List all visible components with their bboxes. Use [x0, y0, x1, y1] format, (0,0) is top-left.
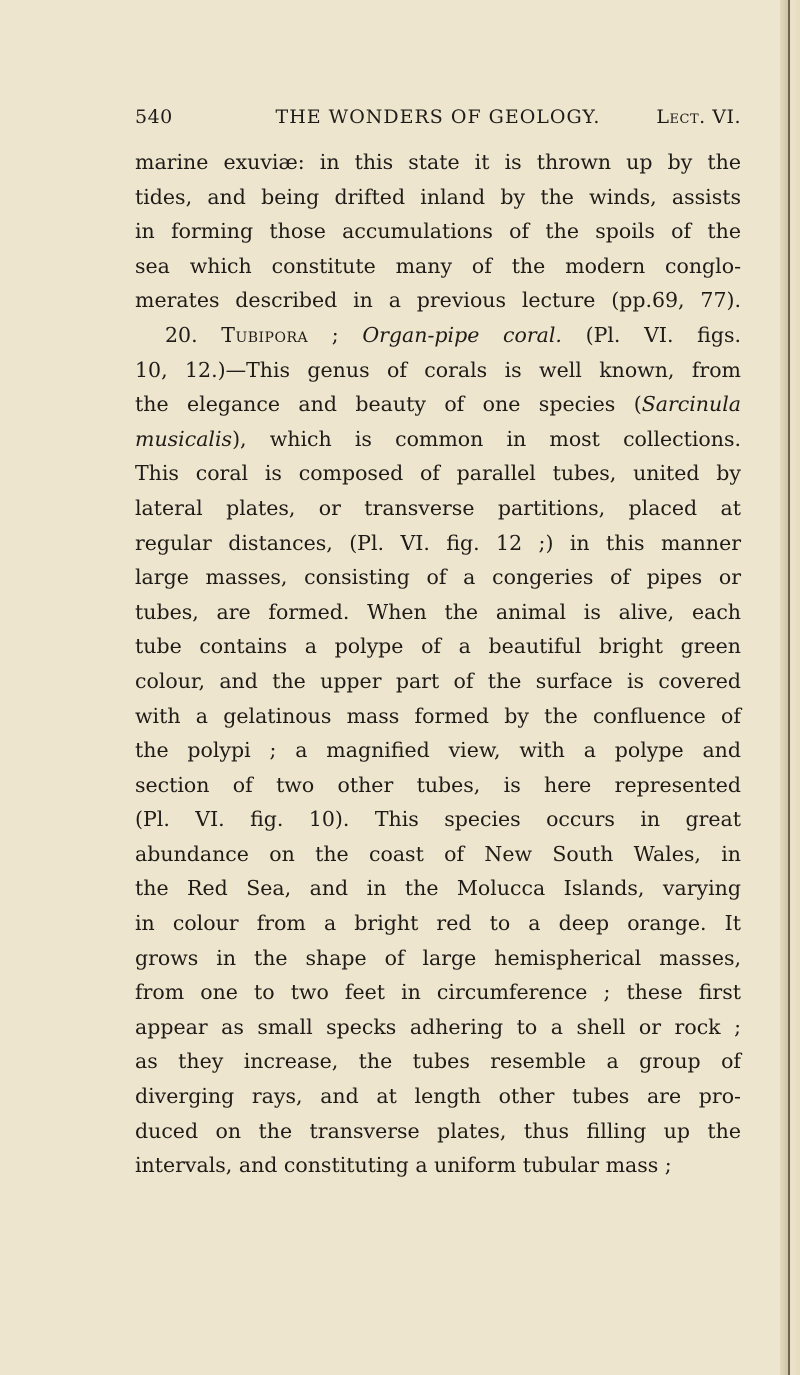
genus-name: Tubipora: [221, 322, 309, 347]
text-line: with a gelatinous mass formed by the confluence of: [135, 703, 741, 728]
text-line: grows in the shape of large hemispherical masses,: [135, 945, 741, 970]
text-line: [135, 387, 741, 422]
text-line: (Pl. VI. fig. 10). This species occurs in great: [135, 807, 741, 832]
text-line: regular distances, (Pl. VI. fig. 12 ;) in this manner: [135, 530, 741, 555]
text-line: section of two other tubes, is here represented: [135, 772, 741, 797]
text-line: sea which constitute many of the modern conglo-: [135, 253, 741, 278]
text-line: 10, 12.)—This genus of corals is well known, from: [135, 357, 741, 382]
text-run: ), which is common in most collections.: [232, 426, 741, 451]
text-line: from one to two feet in circumference ; these first: [135, 980, 741, 1005]
text-line: tubes, are formed. When the animal is alive, each: [135, 599, 741, 624]
text-line: colour, and the upper part of the surface is covered: [135, 668, 741, 693]
text-line: the Red Sea, and in the Molucca Islands, varying: [135, 876, 741, 901]
body-text: [135, 145, 741, 1183]
text-line: lateral plates, or transverse partitions, placed at: [135, 495, 741, 520]
text-run: (Pl. VI. figs.: [561, 322, 741, 347]
italic-term: Sarcinula: [641, 392, 741, 417]
page-edge-line: [788, 0, 790, 1375]
text-line: the polypi ; a magnified view, with a polype and: [135, 738, 741, 763]
text-line: as they increase, the tubes resemble a group of: [135, 1049, 741, 1074]
running-title: THE WONDERS OF GEOLOGY.: [275, 106, 601, 128]
running-header: [135, 106, 741, 136]
italic-term: Organ-pipe coral.: [362, 322, 562, 347]
text-line: tube contains a polype of a beautiful bright green: [135, 634, 741, 659]
lecture-reference: Lect. VI.: [656, 106, 741, 128]
text-line: large masses, consisting of a congeries of pipes or: [135, 565, 741, 590]
text-line: [135, 422, 741, 457]
text-line: in forming those accumulations of the spoils of the: [135, 219, 741, 244]
page-edge: [780, 0, 800, 1375]
text-line: intervals, and constituting a uniform tubular mass ;: [135, 1153, 672, 1178]
text-line: tides, and being drifted inland by the winds, assists: [135, 184, 741, 209]
text-line: abundance on the coast of New South Wales, in: [135, 841, 741, 866]
text-line: diverging rays, and at length other tubes are pro-: [135, 1084, 741, 1109]
text-line: This coral is composed of parallel tubes, united by: [135, 461, 741, 486]
text-run: ;: [308, 322, 363, 347]
text-run: the elegance and beauty of one species (: [135, 392, 642, 417]
text-run: 20.: [165, 322, 222, 347]
italic-term: musicalis: [135, 426, 233, 451]
text-line: marine exuviæ: in this state it is thrown up by the: [135, 150, 741, 174]
text-line: merates described in a previous lecture (pp.69, 77).: [135, 288, 741, 313]
page-number: 540: [135, 106, 173, 128]
text-line: duced on the transverse plates, thus filling up the: [135, 1118, 741, 1143]
text-line: appear as small specks adhering to a shell or rock ;: [135, 1014, 741, 1039]
text-line: in colour from a bright red to a deep orange. It: [135, 911, 741, 936]
text-line: [135, 318, 741, 353]
